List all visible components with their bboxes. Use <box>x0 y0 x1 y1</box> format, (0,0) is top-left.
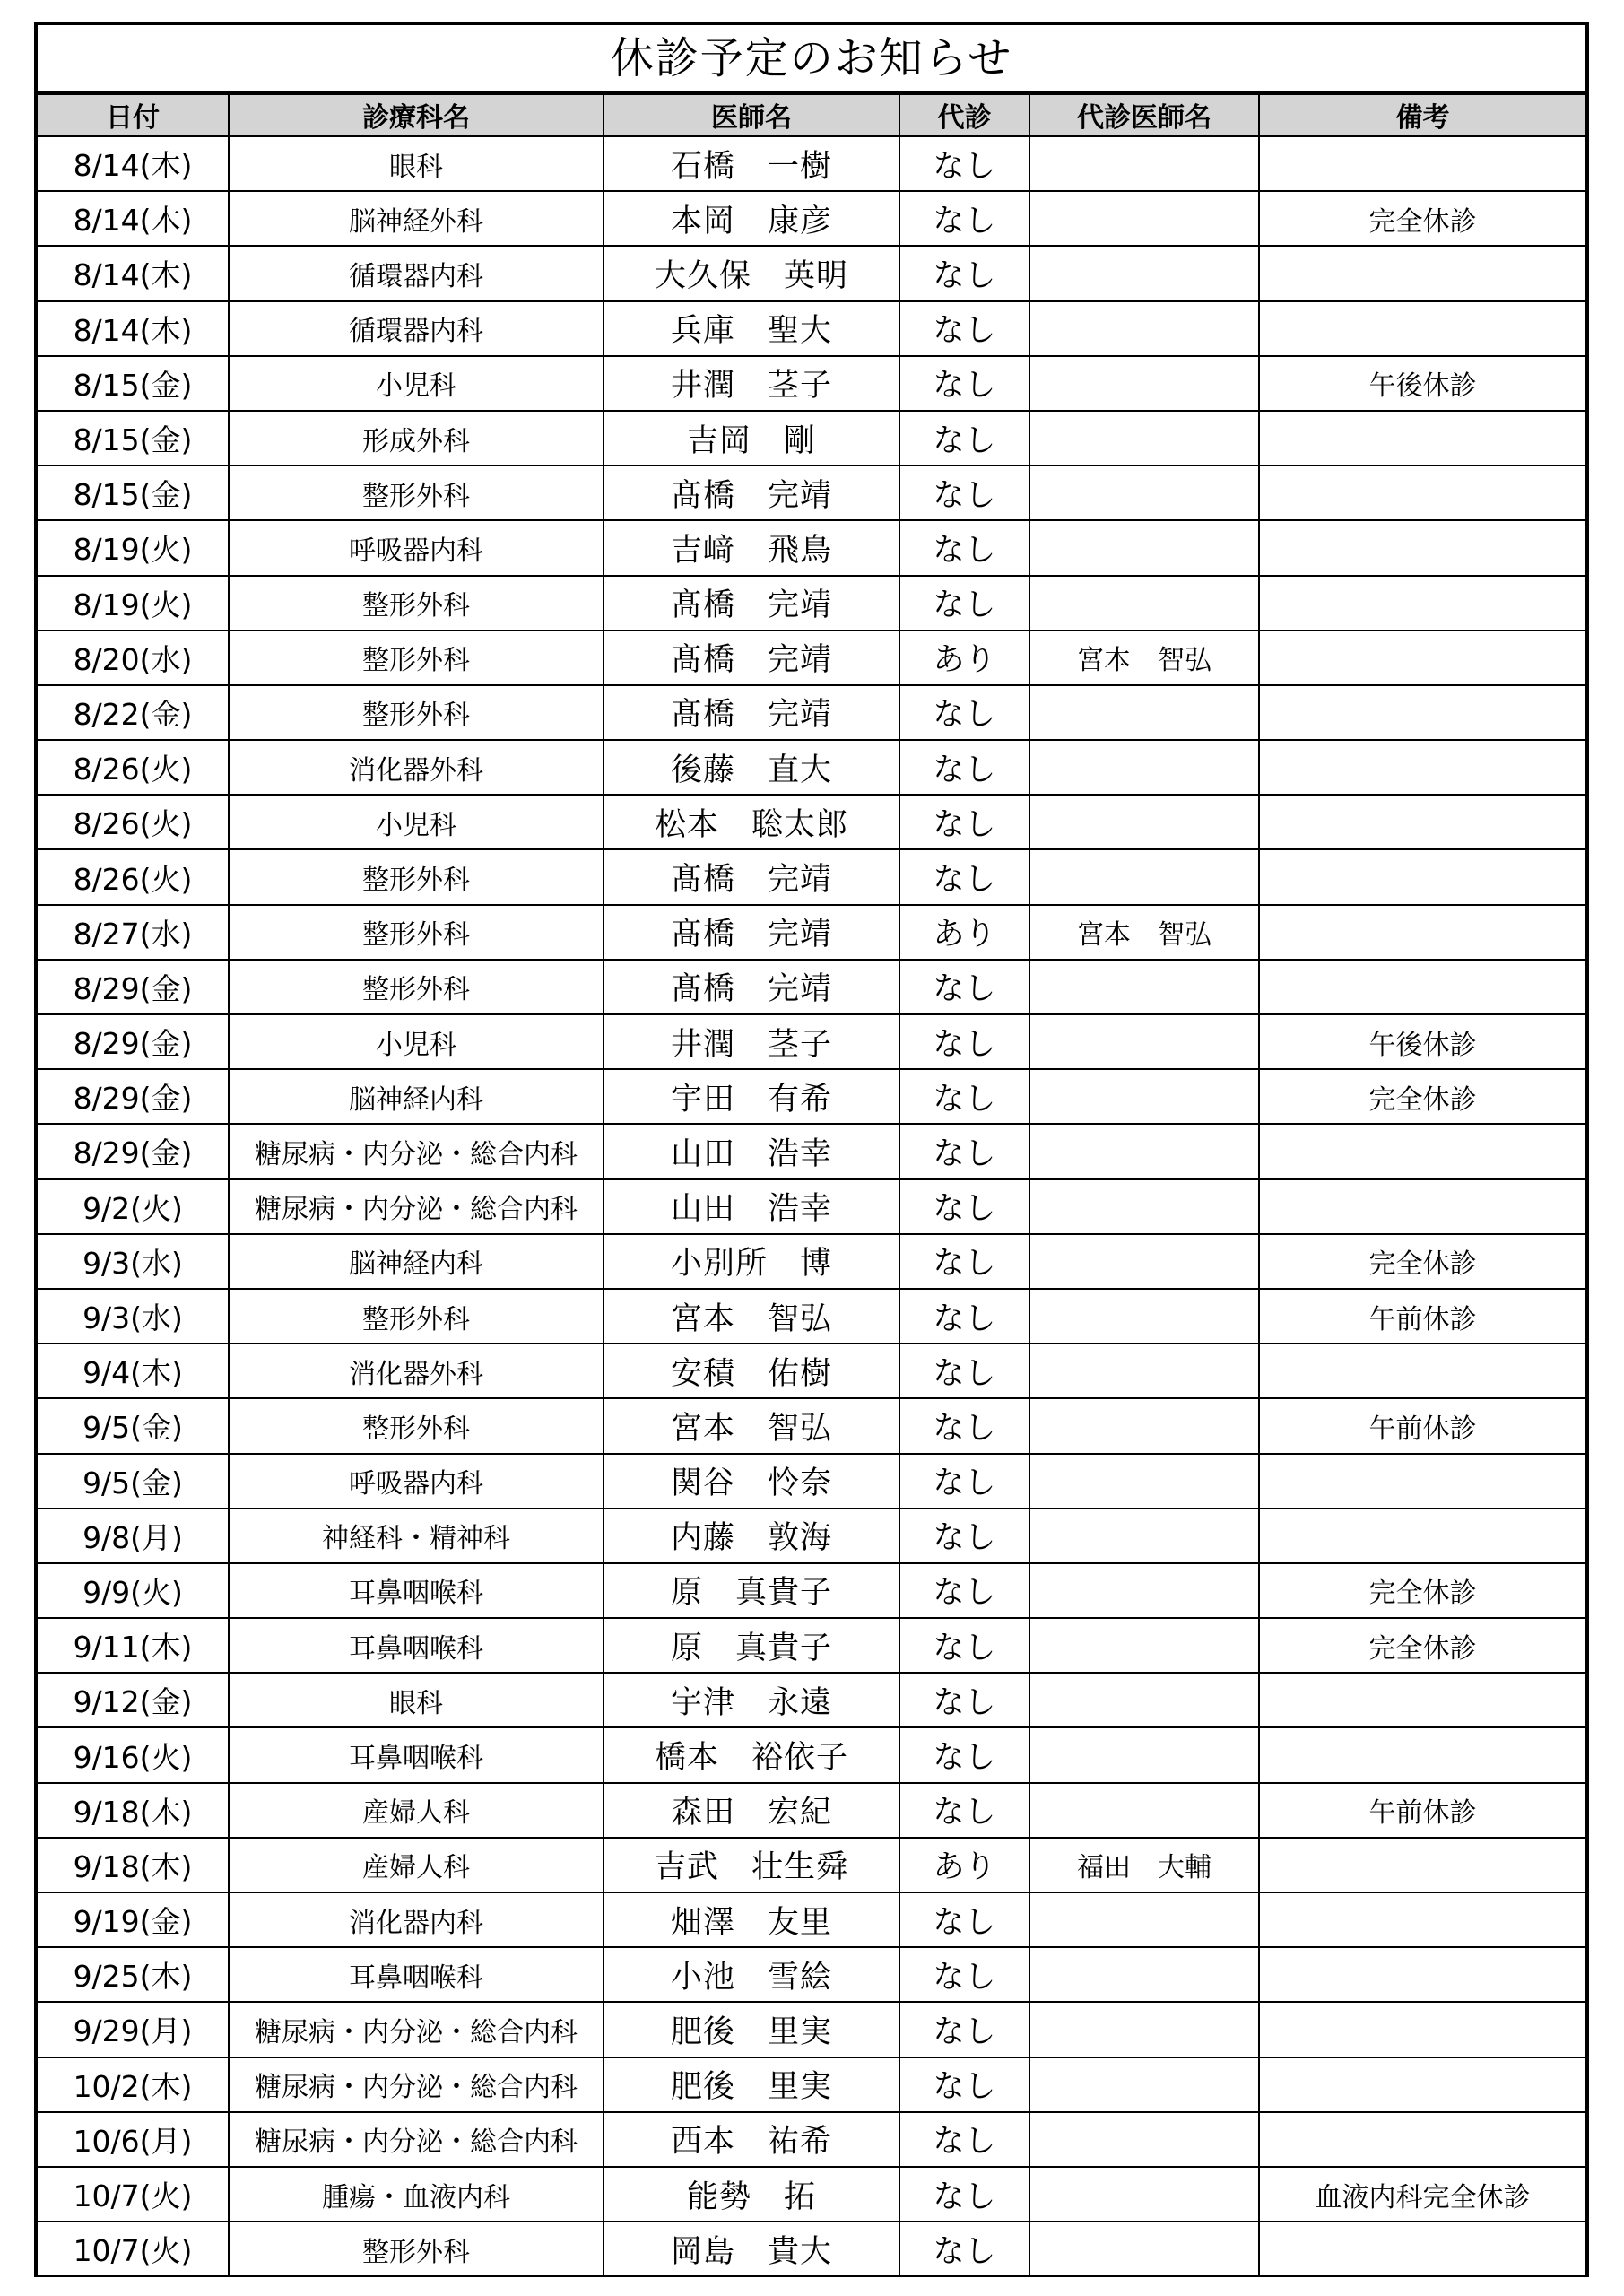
substitute-cell: なし <box>899 1398 1029 1453</box>
column-header-department: 診療科名 <box>229 95 604 136</box>
table-row <box>38 301 1585 356</box>
substitute-cell: なし <box>899 1289 1029 1344</box>
date-cell: 9/5(金) <box>38 1454 229 1509</box>
table-row <box>38 1947 1585 2002</box>
doctor-cell: 内藤 敦海 <box>604 1509 899 1563</box>
column-header-remarks: 備考 <box>1259 95 1585 136</box>
table-row <box>38 1838 1585 1892</box>
date-cell: 9/25(木) <box>38 1947 229 2002</box>
remarks-cell <box>1259 1673 1585 1727</box>
remarks-cell <box>1259 1454 1585 1509</box>
date-cell: 8/14(木) <box>38 301 229 356</box>
date-cell: 8/29(金) <box>38 960 229 1014</box>
substitute-cell: なし <box>899 1947 1029 2002</box>
table-row <box>38 2002 1585 2057</box>
substitute-doctor-cell <box>1029 2057 1259 2112</box>
date-cell: 9/5(金) <box>38 1398 229 1453</box>
table-row <box>38 1673 1585 1727</box>
department-cell: 腫瘍・血液内科 <box>229 2167 604 2222</box>
department-cell: 耳鼻咽喉科 <box>229 1563 604 1618</box>
doctor-cell: 能勢 拓 <box>604 2167 899 2222</box>
table-row <box>38 1509 1585 1563</box>
remarks-cell <box>1259 960 1585 1014</box>
substitute-cell: なし <box>899 685 1029 740</box>
substitute-cell: あり <box>899 905 1029 960</box>
remarks-cell: 午前休診 <box>1259 1783 1585 1838</box>
date-cell: 8/26(火) <box>38 849 229 904</box>
remarks-cell <box>1259 795 1585 849</box>
table-row <box>38 2112 1585 2167</box>
doctor-cell: 松本 聡太郎 <box>604 795 899 849</box>
date-cell: 9/3(水) <box>38 1289 229 1344</box>
table-row <box>38 1618 1585 1673</box>
table-row <box>38 246 1585 300</box>
substitute-cell: なし <box>899 246 1029 300</box>
department-cell: 脳神経内科 <box>229 1234 604 1289</box>
department-cell: 循環器内科 <box>229 246 604 300</box>
doctor-cell: 宮本 智弘 <box>604 1289 899 1344</box>
doctor-cell: 山田 浩幸 <box>604 1124 899 1178</box>
doctor-cell: 髙橋 完靖 <box>604 849 899 904</box>
table-body <box>38 136 1585 2277</box>
department-cell: 整形外科 <box>229 849 604 904</box>
doctor-cell: 髙橋 完靖 <box>604 905 899 960</box>
table-row <box>38 1124 1585 1178</box>
department-cell: 整形外科 <box>229 905 604 960</box>
remarks-cell <box>1259 740 1585 795</box>
doctor-cell: 原 真貴子 <box>604 1563 899 1618</box>
department-cell: 脳神経内科 <box>229 1069 604 1124</box>
date-cell: 9/11(木) <box>38 1618 229 1673</box>
doctor-cell: 原 真貴子 <box>604 1618 899 1673</box>
substitute-doctor-cell <box>1029 576 1259 631</box>
substitute-cell: なし <box>899 520 1029 575</box>
substitute-cell: あり <box>899 1838 1029 1892</box>
doctor-cell: 安積 佑樹 <box>604 1344 899 1398</box>
date-cell: 9/2(火) <box>38 1179 229 1234</box>
substitute-cell: なし <box>899 1673 1029 1727</box>
department-cell: 耳鼻咽喉科 <box>229 1727 604 1782</box>
date-cell: 9/29(月) <box>38 2002 229 2057</box>
substitute-cell: なし <box>899 2167 1029 2222</box>
remarks-cell: 完全休診 <box>1259 1563 1585 1618</box>
doctor-cell: 大久保 英明 <box>604 246 899 300</box>
substitute-cell: なし <box>899 2057 1029 2112</box>
substitute-doctor-cell <box>1029 2222 1259 2276</box>
department-cell: 呼吸器内科 <box>229 1454 604 1509</box>
department-cell: 小児科 <box>229 795 604 849</box>
doctor-cell: 髙橋 完靖 <box>604 576 899 631</box>
table-row <box>38 740 1585 795</box>
column-header-date: 日付 <box>38 95 229 136</box>
table-row <box>38 685 1585 740</box>
department-cell: 形成外科 <box>229 411 604 465</box>
table-row <box>38 905 1585 960</box>
substitute-doctor-cell <box>1029 1014 1259 1069</box>
substitute-cell: なし <box>899 2112 1029 2167</box>
remarks-cell: 午後休診 <box>1259 1014 1585 1069</box>
department-cell: 整形外科 <box>229 631 604 685</box>
substitute-doctor-cell <box>1029 2002 1259 2057</box>
date-cell: 9/16(火) <box>38 1727 229 1782</box>
substitute-doctor-cell: 福田 大輔 <box>1029 1838 1259 1892</box>
substitute-doctor-cell <box>1029 2112 1259 2167</box>
remarks-cell <box>1259 136 1585 192</box>
table-header-row <box>38 95 1585 136</box>
doctor-cell: 関谷 怜奈 <box>604 1454 899 1509</box>
table-row <box>38 795 1585 849</box>
remarks-cell <box>1259 1179 1585 1234</box>
department-cell: 耳鼻咽喉科 <box>229 1618 604 1673</box>
substitute-cell: なし <box>899 191 1029 246</box>
remarks-cell: 午後休診 <box>1259 356 1585 411</box>
remarks-cell <box>1259 411 1585 465</box>
date-cell: 8/29(金) <box>38 1124 229 1178</box>
department-cell: 糖尿病・内分泌・総合内科 <box>229 2002 604 2057</box>
remarks-cell <box>1259 246 1585 300</box>
substitute-doctor-cell <box>1029 301 1259 356</box>
doctor-cell: 森田 宏紀 <box>604 1783 899 1838</box>
department-cell: 整形外科 <box>229 1289 604 1344</box>
date-cell: 9/19(金) <box>38 1892 229 1947</box>
remarks-cell: 完全休診 <box>1259 1618 1585 1673</box>
substitute-doctor-cell <box>1029 1892 1259 1947</box>
doctor-cell: 宇津 永遠 <box>604 1673 899 1727</box>
department-cell: 消化器外科 <box>229 740 604 795</box>
department-cell: 耳鼻咽喉科 <box>229 1947 604 2002</box>
table-row <box>38 411 1585 465</box>
date-cell: 10/7(火) <box>38 2167 229 2222</box>
table-row <box>38 2222 1585 2276</box>
table-row <box>38 1563 1585 1618</box>
remarks-cell <box>1259 1124 1585 1178</box>
doctor-cell: 吉﨑 飛鳥 <box>604 520 899 575</box>
table-row <box>38 1179 1585 1234</box>
table-row <box>38 2057 1585 2112</box>
date-cell: 8/15(金) <box>38 465 229 520</box>
substitute-cell: なし <box>899 849 1029 904</box>
column-header-doctor: 医師名 <box>604 95 899 136</box>
doctor-cell: 本岡 康彦 <box>604 191 899 246</box>
remarks-cell <box>1259 520 1585 575</box>
substitute-cell: なし <box>899 1014 1029 1069</box>
department-cell: 呼吸器内科 <box>229 520 604 575</box>
department-cell: 神経科・精神科 <box>229 1509 604 1563</box>
substitute-cell: なし <box>899 960 1029 1014</box>
doctor-cell: 井潤 茎子 <box>604 1014 899 1069</box>
remarks-cell: 午前休診 <box>1259 1289 1585 1344</box>
substitute-doctor-cell <box>1029 246 1259 300</box>
substitute-cell: なし <box>899 1783 1029 1838</box>
remarks-cell <box>1259 1727 1585 1782</box>
date-cell: 8/27(水) <box>38 905 229 960</box>
substitute-cell: なし <box>899 1179 1029 1234</box>
table-row <box>38 1014 1585 1069</box>
department-cell: 整形外科 <box>229 2222 604 2276</box>
substitute-cell: なし <box>899 1563 1029 1618</box>
date-cell: 10/7(火) <box>38 2222 229 2276</box>
substitute-doctor-cell <box>1029 1069 1259 1124</box>
doctor-cell: 髙橋 完靖 <box>604 960 899 1014</box>
substitute-cell: なし <box>899 1234 1029 1289</box>
substitute-doctor-cell <box>1029 1618 1259 1673</box>
department-cell: 整形外科 <box>229 685 604 740</box>
table-row <box>38 576 1585 631</box>
doctor-cell: 髙橋 完靖 <box>604 631 899 685</box>
department-cell: 産婦人科 <box>229 1783 604 1838</box>
department-cell: 糖尿病・内分泌・総合内科 <box>229 1124 604 1178</box>
remarks-cell <box>1259 2057 1585 2112</box>
remarks-cell <box>1259 465 1585 520</box>
table-row <box>38 465 1585 520</box>
date-cell: 8/20(水) <box>38 631 229 685</box>
table-row <box>38 1344 1585 1398</box>
doctor-cell: 石橋 一樹 <box>604 136 899 192</box>
date-cell: 8/19(火) <box>38 576 229 631</box>
column-header-substitute-doctor: 代診医師名 <box>1029 95 1259 136</box>
remarks-cell <box>1259 576 1585 631</box>
table-row <box>38 1398 1585 1453</box>
date-cell: 9/18(木) <box>38 1783 229 1838</box>
substitute-cell: なし <box>899 301 1029 356</box>
substitute-cell: なし <box>899 411 1029 465</box>
doctor-cell: 西本 祐希 <box>604 2112 899 2167</box>
doctor-cell: 井潤 茎子 <box>604 356 899 411</box>
substitute-doctor-cell <box>1029 1783 1259 1838</box>
remarks-cell <box>1259 1344 1585 1398</box>
remarks-cell: 完全休診 <box>1259 1234 1585 1289</box>
date-cell: 8/29(金) <box>38 1014 229 1069</box>
remarks-cell <box>1259 2222 1585 2276</box>
table-row <box>38 1289 1585 1344</box>
table-row <box>38 520 1585 575</box>
substitute-doctor-cell <box>1029 849 1259 904</box>
table-row <box>38 960 1585 1014</box>
table-row <box>38 1454 1585 1509</box>
substitute-cell: なし <box>899 1344 1029 1398</box>
substitute-cell: なし <box>899 795 1029 849</box>
substitute-doctor-cell <box>1029 2167 1259 2222</box>
date-cell: 8/15(金) <box>38 411 229 465</box>
substitute-doctor-cell <box>1029 1727 1259 1782</box>
remarks-cell: 血液内科完全休診 <box>1259 2167 1585 2222</box>
substitute-doctor-cell <box>1029 1454 1259 1509</box>
substitute-cell: なし <box>899 1509 1029 1563</box>
closure-notice-sheet <box>34 22 1589 2277</box>
substitute-doctor-cell <box>1029 740 1259 795</box>
date-cell: 10/2(木) <box>38 2057 229 2112</box>
remarks-cell <box>1259 849 1585 904</box>
doctor-cell: 髙橋 完靖 <box>604 465 899 520</box>
department-cell: 整形外科 <box>229 576 604 631</box>
substitute-cell: あり <box>899 631 1029 685</box>
date-cell: 8/14(木) <box>38 191 229 246</box>
date-cell: 9/12(金) <box>38 1673 229 1727</box>
doctor-cell: 小池 雪絵 <box>604 1947 899 2002</box>
remarks-cell <box>1259 1838 1585 1892</box>
substitute-cell: なし <box>899 576 1029 631</box>
substitute-doctor-cell <box>1029 1947 1259 2002</box>
substitute-doctor-cell <box>1029 1124 1259 1178</box>
substitute-cell: なし <box>899 1124 1029 1178</box>
substitute-doctor-cell <box>1029 520 1259 575</box>
doctor-cell: 山田 浩幸 <box>604 1179 899 1234</box>
substitute-doctor-cell <box>1029 411 1259 465</box>
department-cell: 糖尿病・内分泌・総合内科 <box>229 2057 604 2112</box>
substitute-cell: なし <box>899 1892 1029 1947</box>
department-cell: 整形外科 <box>229 960 604 1014</box>
table-row <box>38 1069 1585 1124</box>
department-cell: 小児科 <box>229 356 604 411</box>
substitute-doctor-cell <box>1029 136 1259 192</box>
substitute-cell: なし <box>899 2222 1029 2276</box>
substitute-doctor-cell: 宮本 智弘 <box>1029 631 1259 685</box>
column-header-substitute: 代診 <box>899 95 1029 136</box>
date-cell: 9/4(木) <box>38 1344 229 1398</box>
date-cell: 8/26(火) <box>38 740 229 795</box>
doctor-cell: 髙橋 完靖 <box>604 685 899 740</box>
doctor-cell: 吉武 壮生舜 <box>604 1838 899 1892</box>
doctor-cell: 畑澤 友里 <box>604 1892 899 1947</box>
table-row <box>38 631 1585 685</box>
table-row <box>38 1234 1585 1289</box>
substitute-doctor-cell <box>1029 1509 1259 1563</box>
substitute-cell: なし <box>899 1069 1029 1124</box>
doctor-cell: 橋本 裕依子 <box>604 1727 899 1782</box>
department-cell: 糖尿病・内分泌・総合内科 <box>229 1179 604 1234</box>
remarks-cell <box>1259 1892 1585 1947</box>
table-row <box>38 136 1585 192</box>
remarks-cell <box>1259 1509 1585 1563</box>
date-cell: 10/6(月) <box>38 2112 229 2167</box>
substitute-cell: なし <box>899 1727 1029 1782</box>
table-row <box>38 1892 1585 1947</box>
remarks-cell: 午前休診 <box>1259 1398 1585 1453</box>
table-row <box>38 849 1585 904</box>
department-cell: 眼科 <box>229 1673 604 1727</box>
doctor-cell: 後藤 直大 <box>604 740 899 795</box>
substitute-doctor-cell: 宮本 智弘 <box>1029 905 1259 960</box>
page-title: 休診予定のお知らせ <box>38 25 1585 95</box>
doctor-cell: 肥後 里実 <box>604 2002 899 2057</box>
date-cell: 8/14(木) <box>38 246 229 300</box>
department-cell: 循環器内科 <box>229 301 604 356</box>
date-cell: 8/26(火) <box>38 795 229 849</box>
substitute-doctor-cell <box>1029 960 1259 1014</box>
department-cell: 消化器内科 <box>229 1892 604 1947</box>
remarks-cell <box>1259 2112 1585 2167</box>
department-cell: 産婦人科 <box>229 1838 604 1892</box>
table-row <box>38 356 1585 411</box>
remarks-cell <box>1259 2002 1585 2057</box>
substitute-cell: なし <box>899 1618 1029 1673</box>
substitute-doctor-cell <box>1029 1563 1259 1618</box>
date-cell: 9/8(月) <box>38 1509 229 1563</box>
substitute-doctor-cell <box>1029 1673 1259 1727</box>
closure-schedule-table <box>38 95 1585 2277</box>
date-cell: 9/3(水) <box>38 1234 229 1289</box>
date-cell: 8/19(火) <box>38 520 229 575</box>
substitute-doctor-cell <box>1029 1289 1259 1344</box>
table-row <box>38 191 1585 246</box>
doctor-cell: 小別所 博 <box>604 1234 899 1289</box>
department-cell: 整形外科 <box>229 1398 604 1453</box>
department-cell: 眼科 <box>229 136 604 192</box>
substitute-cell: なし <box>899 465 1029 520</box>
doctor-cell: 肥後 里実 <box>604 2057 899 2112</box>
substitute-doctor-cell <box>1029 685 1259 740</box>
substitute-cell: なし <box>899 1454 1029 1509</box>
date-cell: 8/29(金) <box>38 1069 229 1124</box>
substitute-doctor-cell <box>1029 356 1259 411</box>
table-row <box>38 1727 1585 1782</box>
substitute-doctor-cell <box>1029 1344 1259 1398</box>
doctor-cell: 宇田 有希 <box>604 1069 899 1124</box>
doctor-cell: 岡島 貴大 <box>604 2222 899 2276</box>
date-cell: 9/18(木) <box>38 1838 229 1892</box>
doctor-cell: 吉岡 剛 <box>604 411 899 465</box>
substitute-cell: なし <box>899 2002 1029 2057</box>
remarks-cell: 完全休診 <box>1259 1069 1585 1124</box>
remarks-cell <box>1259 631 1585 685</box>
date-cell: 8/22(金) <box>38 685 229 740</box>
department-cell: 小児科 <box>229 1014 604 1069</box>
doctor-cell: 宮本 智弘 <box>604 1398 899 1453</box>
doctor-cell: 兵庫 聖大 <box>604 301 899 356</box>
date-cell: 8/15(金) <box>38 356 229 411</box>
remarks-cell <box>1259 905 1585 960</box>
department-cell: 脳神経外科 <box>229 191 604 246</box>
date-cell: 9/9(火) <box>38 1563 229 1618</box>
substitute-cell: なし <box>899 136 1029 192</box>
substitute-doctor-cell <box>1029 1234 1259 1289</box>
substitute-doctor-cell <box>1029 1398 1259 1453</box>
remarks-cell <box>1259 1947 1585 2002</box>
remarks-cell <box>1259 685 1585 740</box>
substitute-cell: なし <box>899 356 1029 411</box>
remarks-cell: 完全休診 <box>1259 191 1585 246</box>
remarks-cell <box>1259 301 1585 356</box>
department-cell: 消化器外科 <box>229 1344 604 1398</box>
substitute-doctor-cell <box>1029 191 1259 246</box>
table-row <box>38 2167 1585 2222</box>
substitute-doctor-cell <box>1029 465 1259 520</box>
substitute-doctor-cell <box>1029 795 1259 849</box>
department-cell: 糖尿病・内分泌・総合内科 <box>229 2112 604 2167</box>
date-cell: 8/14(木) <box>38 136 229 192</box>
substitute-doctor-cell <box>1029 1179 1259 1234</box>
table-row <box>38 1783 1585 1838</box>
substitute-cell: なし <box>899 740 1029 795</box>
department-cell: 整形外科 <box>229 465 604 520</box>
